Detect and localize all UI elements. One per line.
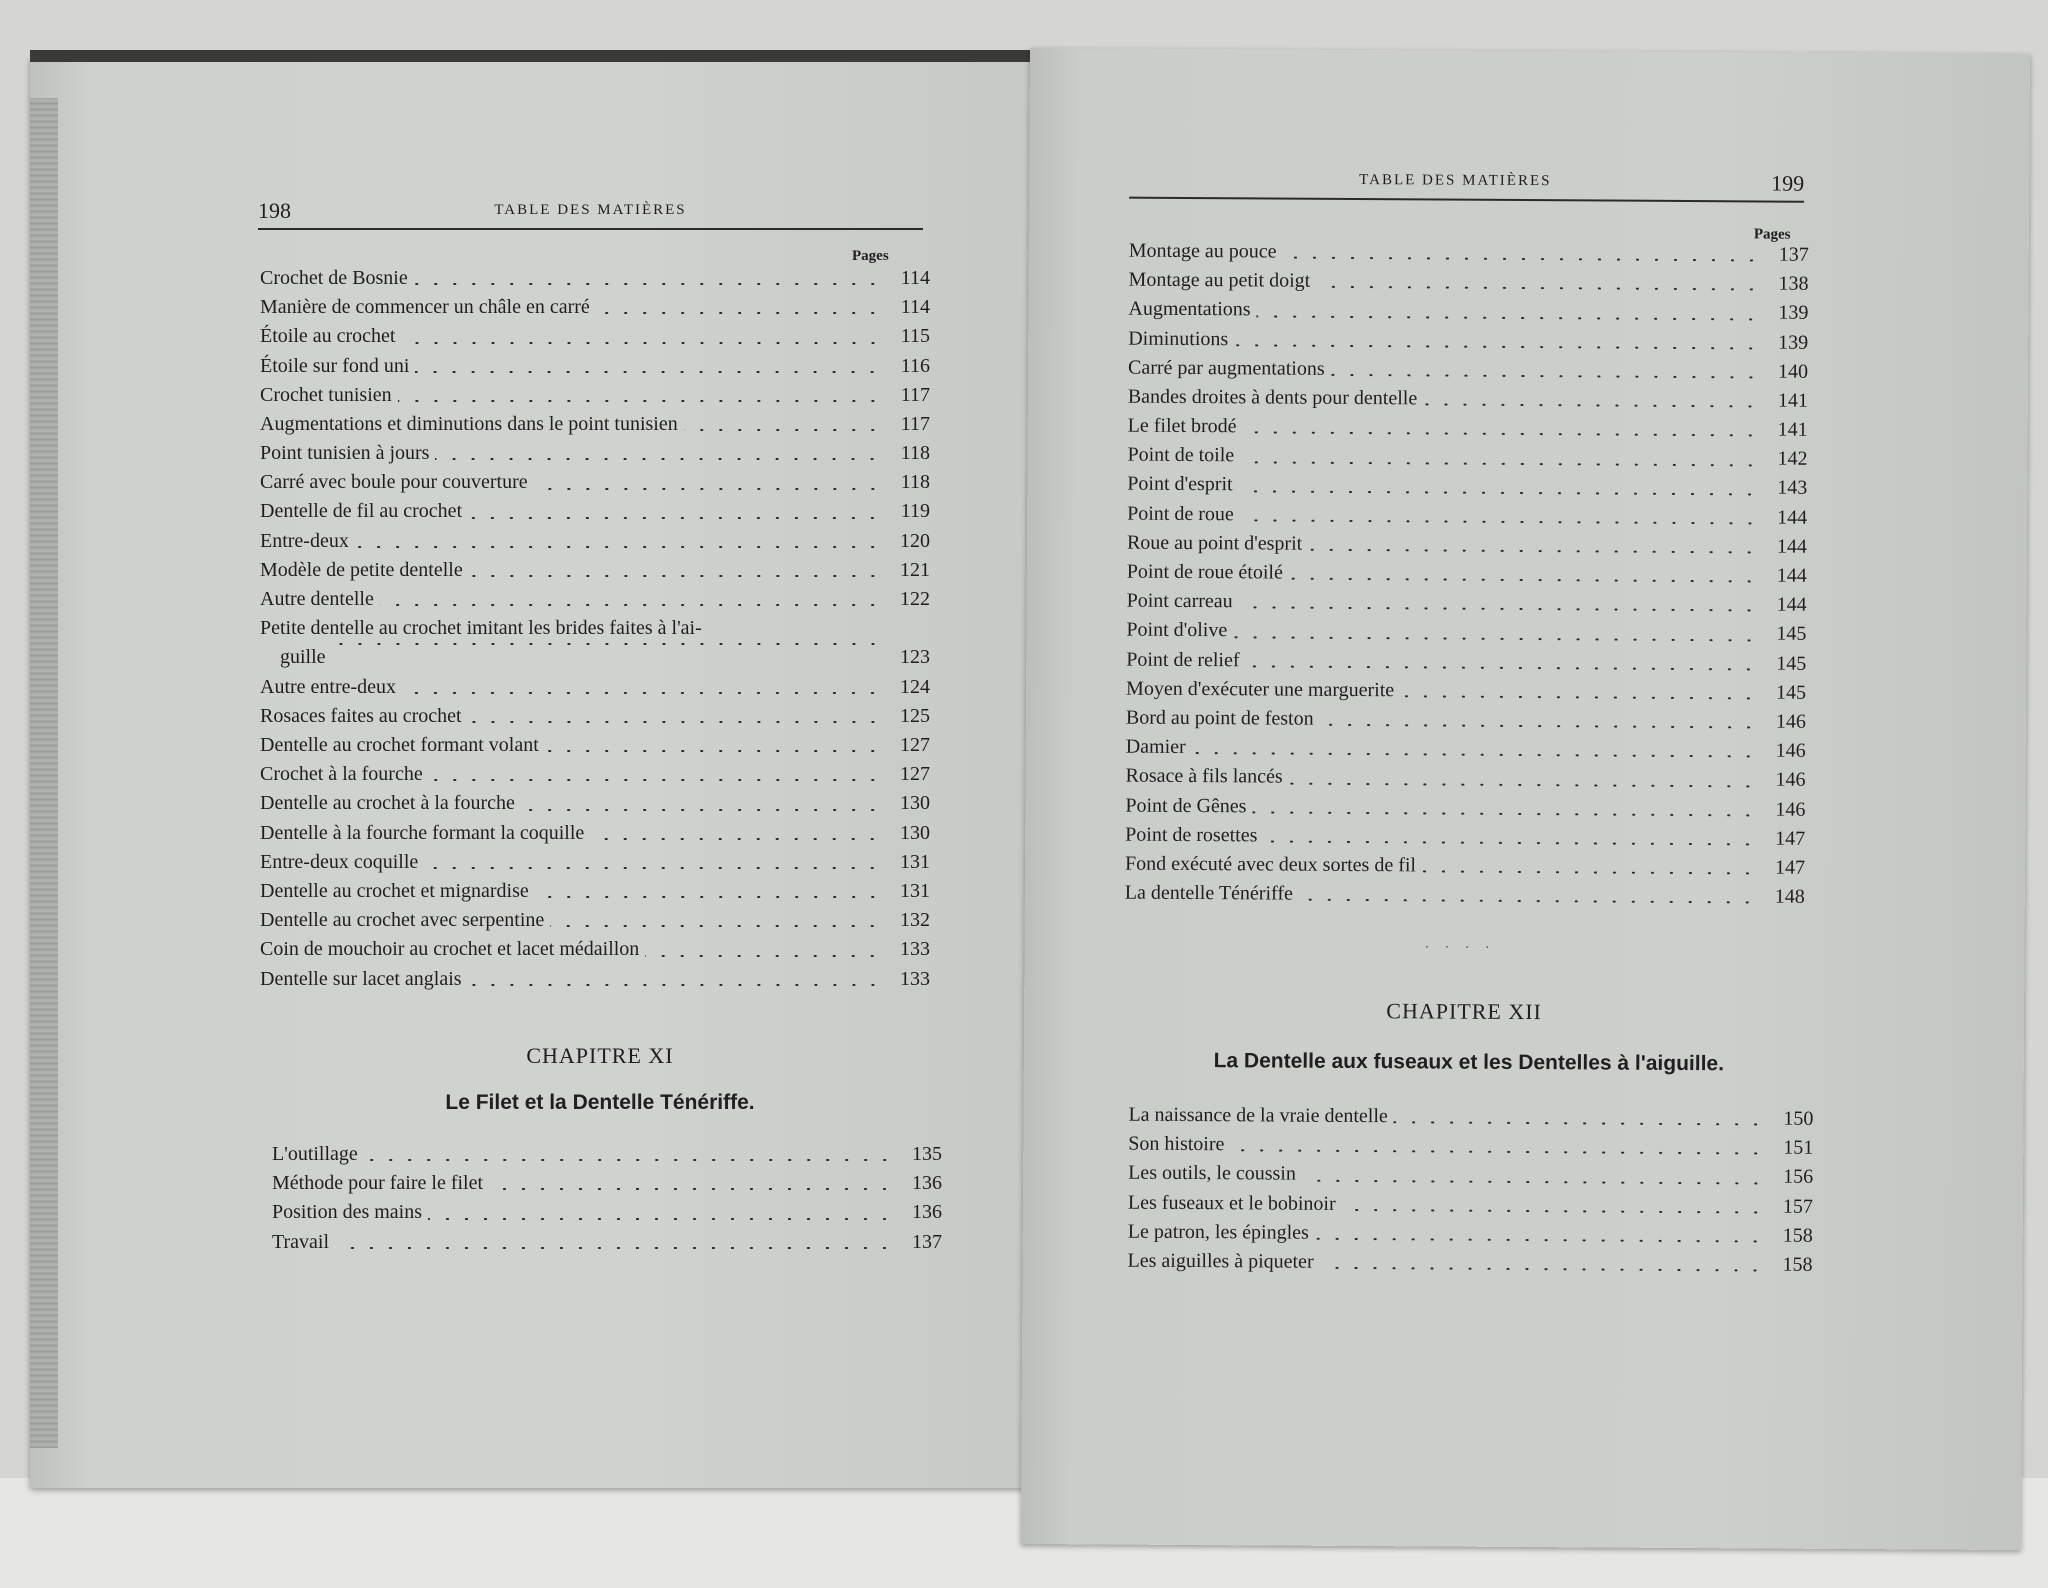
toc-entry (1128, 324, 1808, 357)
dot-leader (1257, 315, 1761, 320)
entry-page-number: 150 (1783, 1107, 1814, 1130)
entry-title: Augmentations (1128, 297, 1251, 321)
dot-leader (1320, 1267, 1765, 1272)
toc-entry (260, 877, 930, 906)
entry-title: La naissance de la vraie dentelle (1128, 1103, 1388, 1128)
dot-leader (1192, 752, 1758, 757)
toc-entry (1128, 1188, 1813, 1221)
dot-leader (535, 896, 882, 898)
entry-title: Dentelle au crochet et mignardise (260, 879, 529, 902)
dot-leader (521, 809, 882, 811)
entry-page-number: 140 (1777, 360, 1809, 383)
dot-leader (435, 458, 882, 460)
dot-leader (645, 955, 882, 957)
entry-title: L'outillage (272, 1142, 358, 1165)
dot-leader (1342, 1209, 1765, 1214)
dot-leader (429, 779, 882, 781)
entry-page-number: 136 (912, 1172, 942, 1195)
toc-entry (1128, 266, 1808, 299)
entry-page-number: 136 (912, 1201, 942, 1224)
entry-title: Rosace à fils lancés (1125, 764, 1283, 788)
entry-page-number: 142 (1777, 447, 1808, 471)
toc-entry (260, 906, 930, 935)
dot-leader (1239, 607, 1759, 612)
chapter-heading: CHAPITRE XI (526, 1043, 674, 1068)
entry-title-continued (260, 643, 930, 672)
entry-title: Petite dentelle au crochet imitant les brides faites à l'ai- (260, 617, 702, 640)
dot-leader (1239, 490, 1760, 495)
entry-page-number: 118 (900, 471, 930, 494)
entry-title: Dentelle de fil au crochet (260, 500, 463, 523)
dot-leader (469, 575, 882, 577)
book-top-edge (30, 50, 1042, 62)
toc-entry (260, 439, 930, 468)
toc-entry (260, 614, 930, 672)
dot-leader (1315, 1238, 1765, 1243)
toc-list (260, 264, 930, 994)
dot-leader (468, 984, 882, 986)
dot-leader (355, 546, 882, 548)
entry-page-number: 151 (1783, 1136, 1814, 1159)
entry-title: Point carreau (1126, 589, 1233, 613)
toc-entry (1128, 1101, 1813, 1134)
entry-title: Point tunisien à jours (260, 442, 430, 465)
toc-list (1125, 237, 1809, 912)
dot-leader (684, 429, 882, 431)
running-title: TABLE DES MATIÈRES (1359, 172, 1552, 190)
toc-entry (260, 264, 930, 293)
entry-page-number: 139 (1778, 301, 1809, 325)
entry-page-number: 157 (1782, 1195, 1814, 1218)
entry-title: Damier (1125, 735, 1186, 759)
page-gutter-edge (30, 98, 58, 1448)
entry-page-number: 137 (912, 1230, 942, 1253)
dot-leader (1289, 782, 1758, 787)
entry-title: Bord au point de feston (1125, 706, 1314, 730)
entry-title: Crochet à la fourche (260, 763, 423, 786)
toc-entry (1125, 850, 1805, 883)
dot-leader (1394, 1121, 1766, 1125)
toc-entry (1126, 645, 1806, 678)
entry-page-number: 146 (1775, 739, 1806, 762)
entry-page-number: 124 (900, 675, 930, 698)
dot-leader (596, 312, 882, 314)
entry-title: Les aiguilles à piqueter (1127, 1249, 1314, 1273)
dot-leader (335, 1247, 894, 1249)
entry-page-number: 156 (1783, 1165, 1814, 1189)
entry-page-number: 144 (1777, 506, 1808, 529)
entry-page-number: 146 (1775, 768, 1806, 792)
entry-page-number: 141 (1777, 418, 1808, 441)
toc-entry (1125, 879, 1805, 912)
toc-entry (272, 1198, 942, 1227)
dot-leader (550, 925, 882, 927)
chapter-title: La Dentelle aux fuseaux et les Dentelles à l'aiguille. (1213, 1049, 1725, 1076)
entry-page-number: 144 (1776, 593, 1807, 616)
entry-title: Point de relief (1126, 648, 1240, 671)
entry-page-number: 138 (1778, 272, 1809, 295)
entry-page-number: 127 (900, 763, 930, 786)
toc-entry (272, 1169, 942, 1198)
toc-entry (260, 498, 930, 527)
toc-entry (1127, 587, 1807, 620)
entry-page-number: 117 (900, 412, 930, 435)
toc-entry (1126, 704, 1806, 737)
toc-entry (260, 381, 930, 410)
entry-page-number: 131 (900, 879, 930, 902)
entry-title: Crochet de Bosnie (260, 266, 408, 289)
toc-entry (1125, 791, 1805, 824)
dot-leader (364, 1159, 894, 1161)
entry-page-number: 148 (1774, 885, 1805, 908)
entry-title: Diminutions (1128, 327, 1229, 350)
dot-leader (428, 1218, 894, 1220)
entry-title: Point d'olive (1126, 619, 1228, 642)
dot-leader (414, 283, 882, 285)
dot-leader (1423, 404, 1760, 408)
toc-entry (1127, 499, 1807, 532)
entry-title: La dentelle Ténériffe (1124, 881, 1293, 905)
entry-title: Fond exécuté avec deux sortes de fil (1124, 852, 1417, 877)
page-number: 198 (258, 198, 291, 223)
entry-title: Dentelle au crochet formant volant (260, 734, 539, 756)
dot-leader (1316, 286, 1760, 291)
toc-entry (1128, 295, 1808, 328)
separator-dots: · · · · (1424, 940, 1496, 956)
dot-leader (590, 838, 882, 840)
entry-title: Étoile sur fond uni (260, 354, 410, 377)
entry-page-number: 135 (912, 1142, 942, 1165)
entry-page-number: 158 (1782, 1224, 1813, 1247)
left-page (30, 58, 1042, 1488)
entry-title: Point de toile (1127, 443, 1235, 467)
entry-page-number: 115 (900, 325, 930, 348)
dot-leader (402, 692, 882, 694)
entry-title: Le patron, les épingles (1127, 1220, 1309, 1244)
entry-page-number: 137 (1778, 243, 1809, 266)
entry-title: Montage au petit doigt (1128, 268, 1311, 292)
entry-title: Montage au pouce (1128, 239, 1277, 263)
toc-entry (260, 673, 930, 702)
entry-page-number: 145 (1776, 622, 1807, 646)
entry-page-number: 130 (900, 821, 930, 844)
dot-leader (1289, 578, 1759, 583)
entry-title: Carré par augmentations (1127, 356, 1325, 380)
toc-entry (260, 556, 930, 585)
pages-label: Pages (1753, 226, 1791, 243)
page-number: 199 (1771, 170, 1805, 196)
entry-title: Point de roue (1127, 502, 1234, 525)
toc-entry (1125, 762, 1805, 795)
entry-page-number: 143 (1777, 477, 1808, 500)
dot-leader (424, 867, 882, 869)
dot-leader (1302, 1179, 1765, 1184)
dot-leader (1242, 432, 1759, 437)
entry-title: Travail (272, 1230, 330, 1253)
entry-title: Dentelle au crochet avec serpentine (260, 909, 545, 932)
entry-title: Point d'esprit (1127, 473, 1233, 496)
toc-entry (1128, 353, 1808, 386)
entry-title: guille (280, 646, 326, 669)
entry-page-number: 120 (900, 529, 930, 552)
entry-title: Autre dentelle (260, 588, 374, 611)
dot-leader (1299, 899, 1757, 904)
entry-page-number: 144 (1776, 535, 1808, 558)
entry-title: Modèle de petite dentelle (260, 558, 463, 581)
toc-entry (260, 585, 930, 614)
toc-entry (1127, 558, 1807, 591)
entry-page-number: 144 (1776, 564, 1807, 587)
entry-page-number: 145 (1776, 681, 1807, 704)
dot-leader (1282, 257, 1760, 262)
entry-page-number: 130 (900, 792, 930, 815)
entry-title: Autre entre-deux (260, 675, 397, 698)
chapter-title: Le Filet et la Dentelle Ténériffe. (445, 1091, 755, 1114)
entry-page-number: 133 (900, 967, 930, 990)
entry-page-number: 147 (1774, 856, 1806, 879)
toc-entry (1127, 470, 1807, 503)
toc-entry (1127, 441, 1807, 474)
dot-leader (1233, 636, 1758, 641)
entry-title: Carré avec boule pour couverture (260, 471, 528, 494)
dot-leader (1240, 519, 1759, 524)
entry-page-number: 122 (900, 588, 930, 611)
toc-entry (1126, 616, 1806, 649)
entry-title: Dentelle à la fourche formant la coquille (260, 821, 585, 844)
entry-page-number: 121 (900, 558, 930, 581)
dot-leader (468, 517, 882, 519)
entry-page-number: 125 (900, 704, 930, 727)
toc-entry (1128, 1159, 1813, 1192)
dot-leader (1230, 1150, 1765, 1155)
entry-title: Rosaces faites au crochet (260, 704, 462, 727)
entry-title: Entre-deux coquille (260, 850, 419, 873)
toc-entry (260, 731, 930, 760)
dot-leader (489, 1188, 894, 1190)
entry-page-number: 114 (900, 266, 930, 289)
dot-leader (415, 371, 882, 373)
toc-entry (260, 527, 930, 556)
entry-title: Bandes droites à dents pour dentelle (1127, 385, 1418, 410)
entry-title: Les outils, le coussin (1128, 1161, 1296, 1186)
entry-page-number: 123 (900, 646, 930, 669)
entry-title: Étoile au crochet (260, 325, 396, 348)
toc-entry (260, 410, 930, 439)
entry-title: Point de Gênes (1125, 794, 1247, 817)
toc-entry (260, 352, 930, 381)
toc-entry (260, 702, 930, 731)
entry-page-number: 147 (1775, 827, 1806, 850)
toc-entry (260, 293, 930, 322)
dot-leader (1252, 811, 1757, 816)
toc-entry (1128, 1130, 1813, 1163)
entry-page-number: 133 (900, 938, 930, 961)
dot-leader (1308, 549, 1759, 554)
entry-title: Position des mains (272, 1201, 423, 1224)
toc-entry (260, 965, 930, 994)
toc-list-chapter (272, 1140, 942, 1257)
toc-entry (260, 819, 930, 848)
entry-page-number: 119 (900, 500, 930, 523)
running-head (1129, 167, 1804, 203)
entry-title: Les fuseaux et le bobinoir (1127, 1191, 1336, 1215)
entry-title: Le filet brodé (1127, 414, 1237, 438)
dot-leader (1263, 840, 1757, 845)
dot-leader (545, 750, 882, 752)
entry-page-number: 127 (900, 734, 930, 756)
entry-title: Dentelle au crochet à la fourche (260, 792, 515, 815)
dot-leader (534, 488, 882, 490)
toc-entry (260, 789, 930, 818)
toc-entry (1127, 528, 1807, 561)
toc-entry (260, 848, 930, 877)
toc-entry (1129, 237, 1809, 270)
entry-page-number: 146 (1775, 710, 1806, 733)
dot-leader (402, 342, 883, 344)
toc-entry (260, 322, 930, 351)
toc-entry (1126, 674, 1806, 707)
toc-entry (1128, 412, 1808, 445)
dot-leader (1422, 871, 1757, 875)
toc-entry (1126, 733, 1806, 766)
toc-entry (260, 468, 930, 497)
entry-page-number: 146 (1775, 798, 1806, 821)
toc-entry (272, 1228, 942, 1257)
entry-page-number: 117 (900, 383, 930, 406)
entry-title: Méthode pour faire le filet (272, 1172, 484, 1195)
entry-title: Roue au point d'esprit (1126, 531, 1303, 555)
entry-title: Moyen d'exécuter une marguerite (1126, 677, 1395, 702)
entry-title: Dentelle sur lacet anglais (260, 967, 462, 990)
entry-title: Augmentations et diminutions dans le point tunisien (260, 412, 678, 435)
entry-page-number: 132 (900, 909, 930, 932)
toc-entry (1128, 1217, 1813, 1250)
entry-page-number: 131 (900, 850, 930, 873)
running-head (258, 198, 923, 230)
entry-page-number: 139 (1778, 331, 1809, 354)
entry-page-number: 141 (1777, 389, 1808, 412)
toc-entry (1128, 383, 1808, 416)
entry-title: Coin de mouchoir au crochet et lacet médaillon (260, 938, 640, 961)
entry-title: Point de rosettes (1125, 823, 1258, 847)
entry-page-number: 145 (1776, 652, 1807, 675)
toc-entry (272, 1140, 942, 1169)
dot-leader (1331, 374, 1760, 379)
pages-label: Pages (852, 248, 889, 264)
entry-page-number: 158 (1782, 1253, 1813, 1276)
entry-title: Entre-deux (260, 529, 349, 552)
dot-leader (468, 721, 882, 723)
dot-leader (1234, 344, 1760, 349)
entry-title: Crochet tunisien (260, 383, 392, 406)
dot-leader (398, 400, 882, 402)
entry-page-number: 114 (900, 296, 930, 319)
toc-list-chapter (1128, 1101, 1814, 1280)
entry-title: Son histoire (1128, 1132, 1225, 1156)
dot-leader (1246, 665, 1759, 670)
entry-page-number: 116 (900, 354, 930, 377)
chapter-heading: CHAPITRE XII (1386, 998, 1542, 1025)
dot-leader (1320, 724, 1758, 729)
toc-entry (1125, 820, 1805, 853)
running-title: TABLE DES MATIÈRES (494, 202, 687, 218)
dot-leader (1240, 461, 1759, 466)
entry-page-number: 118 (900, 442, 930, 465)
dot-leader (332, 643, 882, 645)
dot-leader (380, 604, 882, 606)
entry-title: Manière de commencer un châle en carré (260, 296, 590, 319)
toc-entry (1128, 1247, 1813, 1280)
toc-entry (260, 935, 930, 964)
entry-title: Point de roue étoilé (1126, 560, 1283, 584)
toc-entry (260, 760, 930, 789)
dot-leader (1400, 695, 1758, 699)
right-page (1021, 48, 2030, 1550)
